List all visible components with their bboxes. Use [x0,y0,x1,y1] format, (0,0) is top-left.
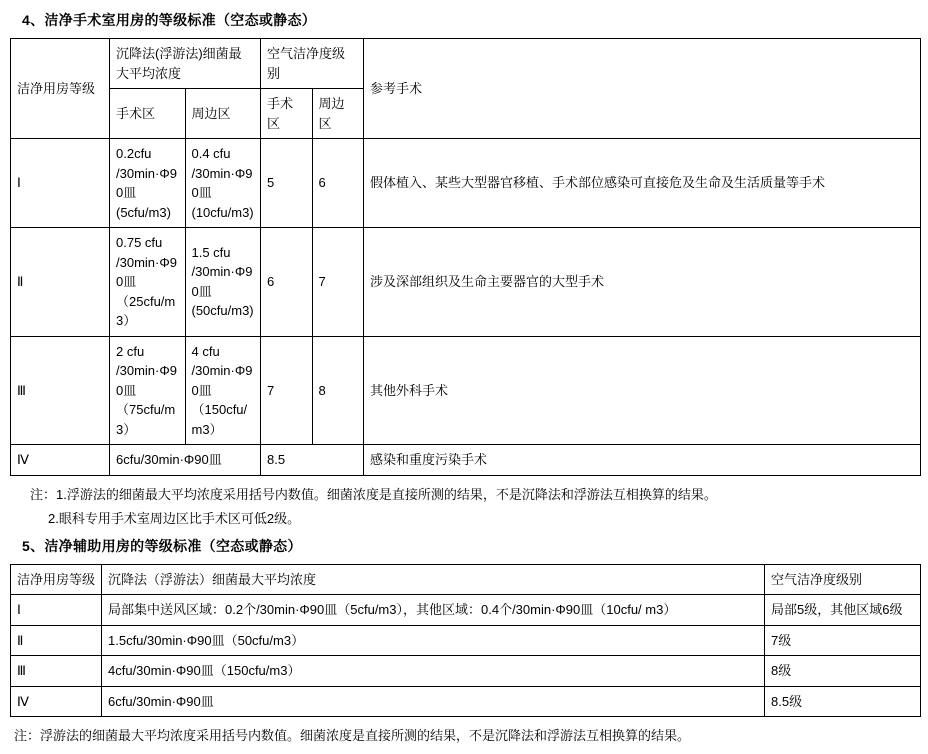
row-reference: 感染和重度污染手术 [364,445,921,476]
row-air-class: 8级 [765,656,921,687]
row-air-surgery: 5 [261,139,313,228]
row-air-peripheral: 6 [312,139,364,228]
table-row [11,228,921,337]
row-conc-surgery: 2 cfu /30min·Φ90皿（75cfu/m3） [110,336,186,445]
row-reference: 假体植入、某些大型器官移植、手术部位感染可直接危及生命及生活质量等手术 [364,139,921,228]
header-conc-surgery-area: 手术区 [110,89,186,139]
row-conc-peripheral: 1.5 cfu /30min·Φ90皿(50cfu/m3) [185,228,261,337]
section-5-title: 5、洁净辅助用房的等级标准（空态或静态） [22,537,302,554]
row-air-all: 8.5 [261,445,364,476]
header-air-surgery-area: 手术区 [261,89,313,139]
table-row [11,139,921,228]
row-concentration: 1.5cfu/30min·Φ90皿（50cfu/m3） [102,625,765,656]
row-conc-surgery: 0.75 cfu /30min·Φ90皿（25cfu/m3） [110,228,186,337]
table-row [11,625,921,656]
section-5-note: 注：浮游法的细菌最大平均浓度采用括号内数值。细菌浓度是直接所测的结果，不是沉降法和浮游法互相换算的结果。 [14,728,691,744]
table-row [11,595,921,626]
header-level: 洁净用房等级 [11,564,102,595]
row-air-class: 8.5级 [765,686,921,717]
header-air-class: 空气洁净度级别 [765,564,921,595]
row-conc-all: 6cfu/30min·Φ90皿 [110,445,261,476]
table-row [11,445,921,476]
header-level: 洁净用房等级 [11,39,110,139]
row-level: Ⅲ [11,656,102,687]
header-concentration-group: 沉降法(浮游法)细菌最大平均浓度 [110,39,261,89]
row-reference: 涉及深部组织及生命主要器官的大型手术 [364,228,921,337]
row-concentration: 6cfu/30min·Φ90皿 [102,686,765,717]
row-concentration: 局部集中送风区域：0.2个/30min·Φ90皿（5cfu/m3），其他区域：0.4个/30min·Φ90皿（10cfu/ m3） [102,595,765,626]
row-level: Ⅳ [11,686,102,717]
section-4-title: 4、洁净手术室用房的等级标准（空态或静态） [22,12,317,28]
row-air-class: 7级 [765,625,921,656]
row-reference: 其他外科手术 [364,336,921,445]
row-level: Ⅱ [11,228,110,337]
row-conc-peripheral: 0.4 cfu /30min·Φ90皿(10cfu/m3) [185,139,261,228]
row-air-peripheral: 7 [312,228,364,337]
row-level: Ⅰ [11,595,102,626]
cleanroom-operating-table [10,38,921,476]
table-row [11,656,921,687]
header-air-peripheral-area: 周边区 [312,89,364,139]
row-air-surgery: 7 [261,336,313,445]
row-level: Ⅲ [11,336,110,445]
header-conc-peripheral-area: 周边区 [185,89,261,139]
row-concentration: 4cfu/30min·Φ90皿（150cfu/m3） [102,656,765,687]
table-header-row [11,564,921,595]
row-level: Ⅳ [11,445,110,476]
row-air-surgery: 6 [261,228,313,337]
row-conc-surgery: 0.2cfu /30min·Φ90皿(5cfu/m3) [110,139,186,228]
row-air-class: 局部5级，其他区域6级 [765,595,921,626]
section-4-note-2: 2.眼科专用手术室周边区比手术区可低2级。 [48,511,301,527]
table-row [11,336,921,445]
header-air-group: 空气洁净度级别 [261,39,364,89]
row-level: Ⅰ [11,139,110,228]
header-concentration: 沉降法（浮游法）细菌最大平均浓度 [102,564,765,595]
row-conc-peripheral: 4 cfu /30min·Φ90皿（150cfu/m3） [185,336,261,445]
section-4-note-1: 注：1.浮游法的细菌最大平均浓度采用括号内数值。细菌浓度是直接所测的结果，不是沉降法和浮游法互相换算的结果。 [30,486,717,502]
table-row [11,686,921,717]
table-header-row [11,39,921,89]
cleanroom-auxiliary-table [10,564,921,718]
row-air-peripheral: 8 [312,336,364,445]
header-reference: 参考手术 [364,39,921,139]
row-level: Ⅱ [11,625,102,656]
